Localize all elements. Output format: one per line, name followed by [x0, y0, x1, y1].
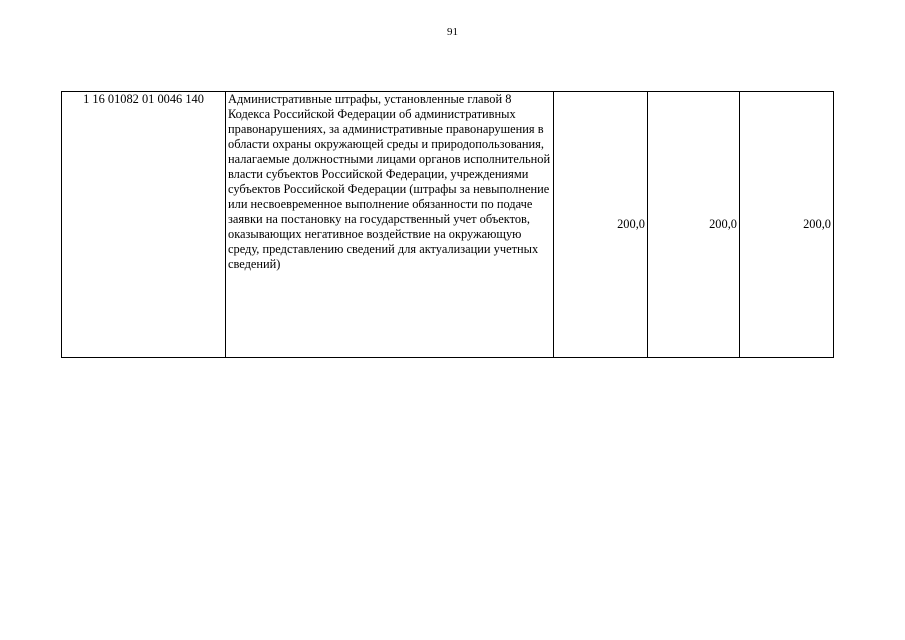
- amount-value-3: 200,0: [740, 92, 834, 358]
- revenue-description: Административные штрафы, установленные главой 8 Кодекса Российской Федерации об административных правонарушениях, за административные правонарушения в области охраны окружающей среды и природопользования, налагаемые должностными лицами органов исполнительной власти субъектов Российской Федерации, учреждениями субъектов Российской Федерации (штрафы за невыполнение или несвоевременное выполнение обязанности по подаче заявки на постановку на государственный учет объектов, оказывающих негативное воздействие на окружающую среду, представлению сведений для актуализации учетных сведений): [226, 92, 554, 358]
- amount-value-2: 200,0: [648, 92, 740, 358]
- table-row: [62, 92, 834, 358]
- amount-value-1: 200,0: [554, 92, 648, 358]
- budget-table: [61, 91, 834, 358]
- page-number: 91: [447, 26, 458, 38]
- budget-classification-code: 1 16 01082 01 0046 140: [62, 92, 226, 358]
